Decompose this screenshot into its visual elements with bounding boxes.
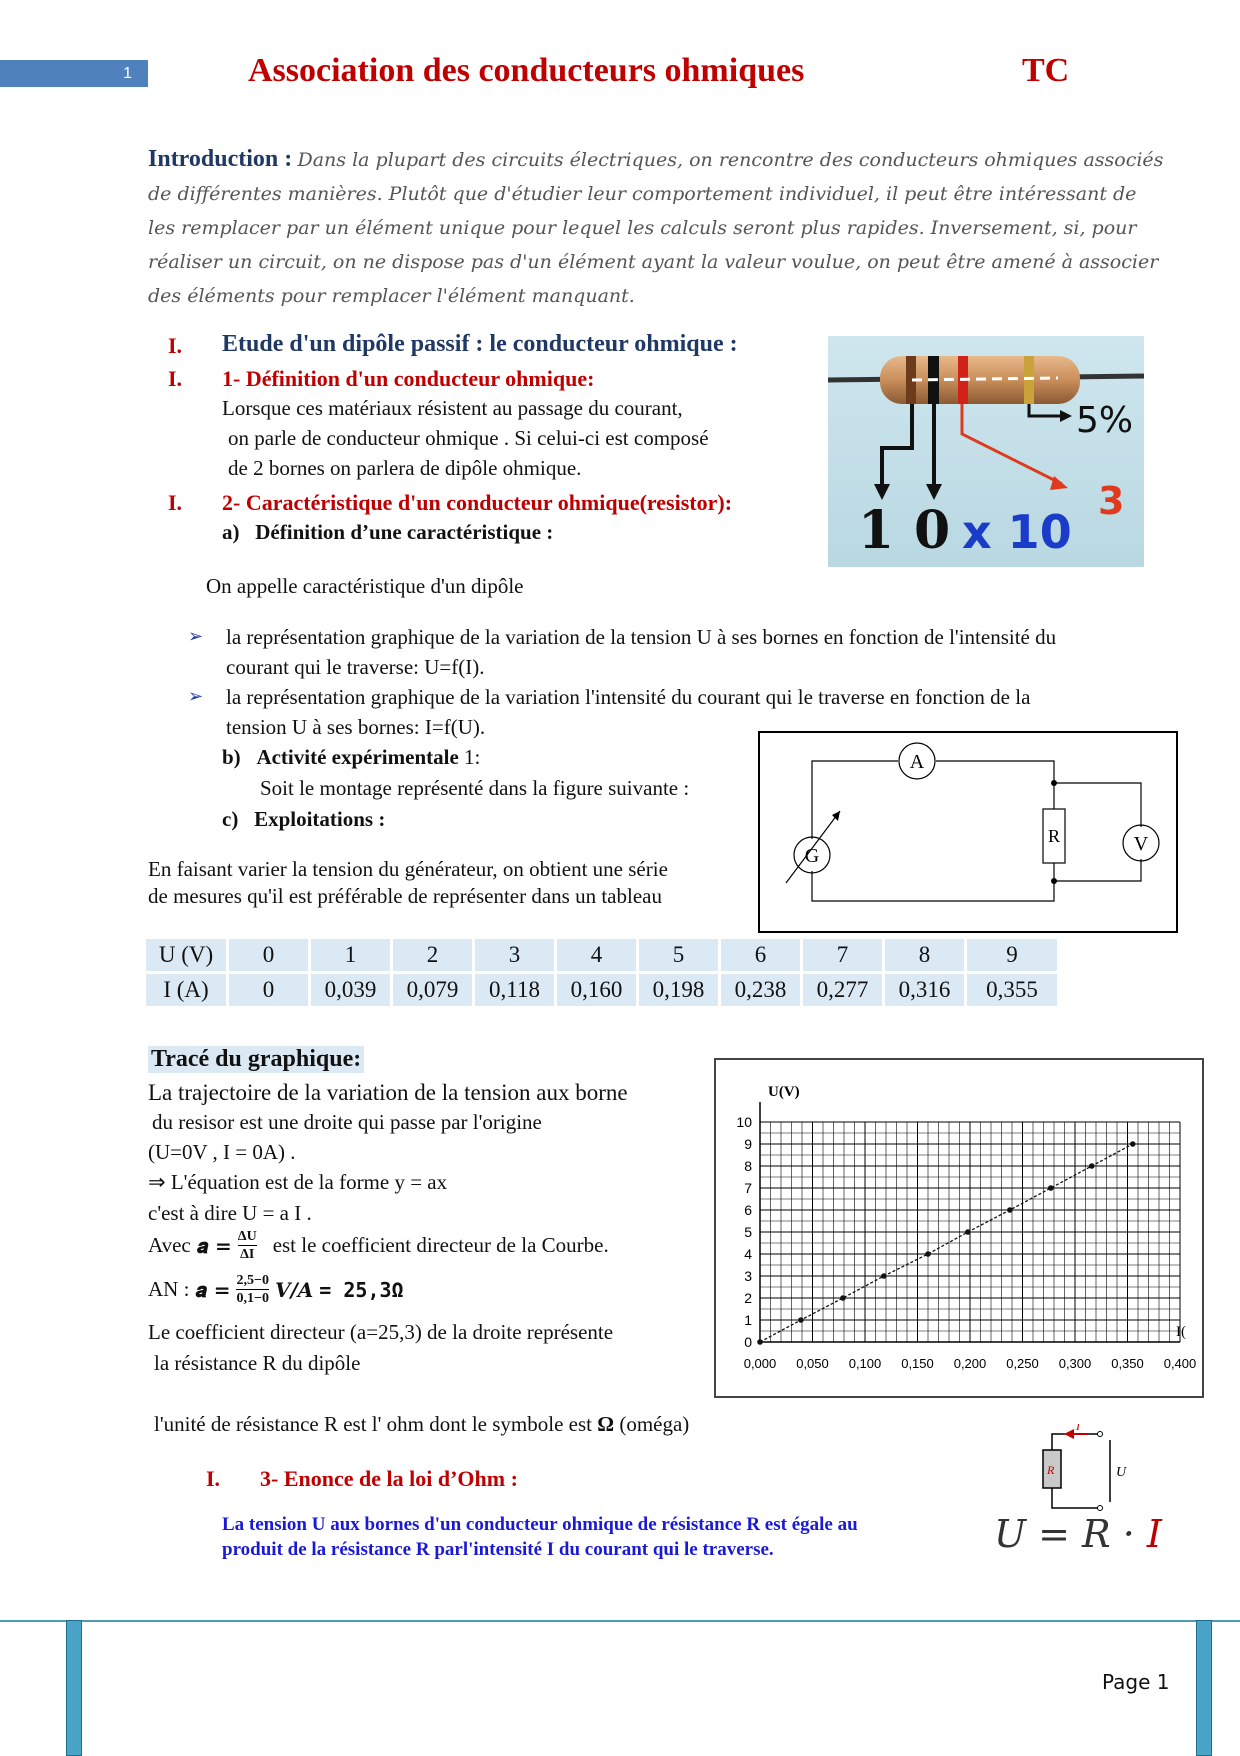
formula-text: est le coefficient directeur de la Courbe. bbox=[272, 1233, 609, 1257]
page-footer-number: Page 1 bbox=[1102, 1670, 1170, 1694]
section-1-title: Etude d'un dipôle passif : le conducteur ohmique : bbox=[222, 331, 738, 357]
digit-2: 0 bbox=[914, 500, 951, 561]
section-1-2-title: 2- Caractéristique d'un conducteur ohmique(resistor): bbox=[222, 490, 733, 515]
y-tick-label: 4 bbox=[744, 1246, 752, 1262]
formula-symbol: 𝒂 = bbox=[195, 1277, 231, 1302]
trace-line: ⇒ L'équation est de la forme y = ax bbox=[148, 1170, 448, 1194]
y-tick-label: 7 bbox=[744, 1180, 752, 1196]
table-cell: 0,355 bbox=[966, 973, 1059, 1008]
formula-u: U bbox=[994, 1512, 1027, 1556]
unit-line bbox=[154, 1412, 689, 1437]
intro-label: Introduction : bbox=[148, 146, 293, 172]
digit-1: 1 bbox=[858, 500, 895, 561]
formula-eq: = R · bbox=[1038, 1512, 1135, 1556]
y-tick-label: 8 bbox=[744, 1158, 752, 1174]
measure-line: de mesures qu'il est préférable de représenter dans un tableau bbox=[148, 884, 662, 908]
application-formula bbox=[148, 1272, 404, 1307]
ohm-law-line: La tension U aux bornes d'un conducteur ohmique de résistance R est égale au bbox=[222, 1514, 858, 1535]
fraction-numerator: ΔU bbox=[237, 1229, 257, 1244]
arrow-bullet-icon: ➢ bbox=[188, 686, 204, 706]
x-tick-label: 0,100 bbox=[848, 1356, 882, 1371]
x-tick-label: 0,250 bbox=[1006, 1356, 1039, 1371]
roman-numeral: I. bbox=[168, 366, 183, 391]
bullet-item bbox=[226, 622, 1056, 682]
fraction bbox=[238, 1228, 257, 1263]
ohm-law-statement bbox=[222, 1512, 858, 1562]
page-number-badge: 1 bbox=[0, 60, 148, 87]
formula-unit: V/A bbox=[274, 1277, 314, 1302]
resistor-label: R bbox=[1047, 1463, 1055, 1477]
formula-result: = 25,3Ω bbox=[319, 1277, 404, 1302]
tolerance-label: 5% bbox=[1076, 400, 1134, 441]
introduction bbox=[148, 143, 1168, 313]
table-cell: 0,079 bbox=[392, 973, 474, 1008]
table-cell: 0 bbox=[228, 938, 310, 973]
graph-section-title: Tracé du graphique: bbox=[148, 1046, 364, 1073]
definition-line: Lorsque ces matériaux résistent au passage du courant, bbox=[222, 396, 683, 420]
y-axis-label: U(V) bbox=[768, 1084, 800, 1100]
omega-symbol: Ω bbox=[597, 1412, 615, 1436]
definition-line: de 2 bornes on parlera de dipôle ohmique. bbox=[228, 456, 582, 480]
y-tick-label: 3 bbox=[744, 1268, 752, 1284]
x-tick-label: 0,150 bbox=[901, 1356, 934, 1371]
circuit-diagram bbox=[758, 731, 1178, 933]
x-tick-label: 0,050 bbox=[796, 1356, 829, 1371]
bullet-text: courant qui le traverse: U=f(I). bbox=[226, 655, 485, 679]
fraction-numerator: 2,5−0 bbox=[236, 1273, 269, 1288]
roman-numeral: I. bbox=[206, 1466, 221, 1491]
data-point bbox=[1089, 1163, 1095, 1169]
footer-pillar-right bbox=[1196, 1620, 1212, 1756]
y-tick-label: 6 bbox=[744, 1202, 752, 1218]
ammeter-label: A bbox=[909, 751, 925, 773]
y-tick-label: 10 bbox=[736, 1114, 752, 1130]
trace-line: Le coefficient directeur (a=25,3) de la droite représente bbox=[148, 1320, 614, 1344]
bullet-text: la représentation graphique de la variation l'intensité du courant qui le traverse en fonction de la bbox=[226, 685, 1031, 709]
intro-text: Dans la plupart des circuits électriques, on rencontre des conducteurs ohmiques associés de différentes manières. Plutôt que d'étudier leur comportement individuel, il peut être intéressant de les remplacer par un élément unique pour lequel les calculs seront plus rapides. Inversement, si, pour réaliser un circuit, on ne dispose pas d'un élément ayant la valeur voulue, on peut être amené à associer des éléments pour remplacer l'élément manquant. bbox=[148, 149, 1164, 307]
table-cell: 2 bbox=[392, 938, 474, 973]
list-marker: a) bbox=[222, 520, 240, 544]
data-point bbox=[881, 1273, 887, 1279]
subsection-b-title: Activité expérimentale bbox=[256, 745, 459, 769]
table-row bbox=[145, 973, 1059, 1008]
y-tick-label: 1 bbox=[744, 1312, 752, 1328]
table-cell: 1 bbox=[310, 938, 392, 973]
trace-line: La trajectoire de la variation de la tension aux borne bbox=[148, 1080, 628, 1105]
subsection-b bbox=[222, 745, 480, 770]
voltage-label: U bbox=[1116, 1465, 1127, 1480]
ui-chart-svg bbox=[716, 1060, 1202, 1396]
multiplier: x 10 bbox=[962, 505, 1072, 559]
bullet-text: la représentation graphique de la variation de la tension U à ses bornes en fonction de l'intensité du bbox=[226, 625, 1057, 649]
table-cell: 4 bbox=[556, 938, 638, 973]
ohm-law-diagram bbox=[1034, 1424, 1144, 1524]
subsection-a bbox=[222, 520, 553, 545]
resistor-photo bbox=[828, 336, 1144, 567]
voltmeter-label: V bbox=[1133, 833, 1149, 855]
table-cell: 0,238 bbox=[720, 973, 802, 1008]
table-cell: 0 bbox=[228, 973, 310, 1008]
y-tick-label: 9 bbox=[744, 1136, 752, 1152]
formula-text: AN : bbox=[148, 1277, 190, 1301]
page-title: Association des conducteurs ohmiques bbox=[248, 52, 805, 89]
x-tick-label: 0,400 bbox=[1163, 1356, 1197, 1371]
footer-pillar-left bbox=[66, 1620, 82, 1756]
section-1-3-title: 3- Enonce de la loi d’Ohm : bbox=[260, 1466, 518, 1491]
roman-numeral: I. bbox=[168, 490, 183, 515]
exponent: 3 bbox=[1098, 479, 1125, 523]
table-cell: 0,316 bbox=[884, 973, 966, 1008]
data-point bbox=[1130, 1141, 1136, 1147]
y-tick-label: 2 bbox=[744, 1290, 752, 1306]
fraction bbox=[236, 1272, 268, 1307]
trace-line: la résistance R du dipôle bbox=[154, 1351, 361, 1375]
data-point bbox=[798, 1317, 804, 1323]
x-tick-label: 0,300 bbox=[1058, 1356, 1092, 1371]
current-label: I bbox=[1076, 1424, 1080, 1433]
table-cell: 0,160 bbox=[556, 973, 638, 1008]
table-cell: 0,198 bbox=[638, 973, 720, 1008]
trace-line: (U=0V , I = 0A) . bbox=[148, 1140, 296, 1164]
data-point bbox=[925, 1251, 931, 1257]
footer-divider bbox=[0, 1620, 1240, 1622]
slope-formula bbox=[148, 1228, 609, 1263]
data-point bbox=[757, 1339, 763, 1345]
data-point bbox=[840, 1295, 846, 1301]
definition-line: on parle de conducteur ohmique . Si celui-ci est composé bbox=[228, 426, 709, 450]
x-tick-label: 0,350 bbox=[1111, 1356, 1144, 1371]
section-1-1-title: 1- Définition d'un conducteur ohmique: bbox=[222, 366, 595, 391]
table-cell: 3 bbox=[474, 938, 556, 973]
measurement-table bbox=[143, 936, 1060, 1009]
formula-symbol: 𝒂 = bbox=[196, 1233, 232, 1258]
trace-line: du resisor est une droite qui passe par l'origine bbox=[152, 1110, 542, 1134]
data-point bbox=[1007, 1207, 1013, 1213]
table-cell: 0,039 bbox=[310, 973, 392, 1008]
table-cell: 5 bbox=[638, 938, 720, 973]
formula-i: I bbox=[1146, 1512, 1162, 1556]
table-cell: 0,277 bbox=[802, 973, 884, 1008]
table-cell: 8 bbox=[884, 938, 966, 973]
fraction-denominator: ΔI bbox=[240, 1247, 255, 1262]
definition-intro: On appelle caractéristique d'un dipôle bbox=[206, 574, 524, 598]
y-tick-label: 5 bbox=[744, 1224, 752, 1240]
roman-numeral: I. bbox=[168, 333, 183, 358]
table-row bbox=[145, 938, 1059, 973]
level-label: TC bbox=[1022, 52, 1070, 89]
subsection-c bbox=[222, 807, 385, 832]
subsection-a-title: Définition d’une caractéristique : bbox=[255, 520, 554, 544]
table-cell: 9 bbox=[966, 938, 1059, 973]
table-cell: I (A) bbox=[145, 973, 228, 1008]
table-cell: 0,118 bbox=[474, 973, 556, 1008]
table-cell: 6 bbox=[720, 938, 802, 973]
fraction-denominator: 0,1−0 bbox=[236, 1291, 269, 1306]
list-marker: c) bbox=[222, 807, 239, 831]
measure-line: En faisant varier la tension du générateur, on obtient une série bbox=[148, 857, 668, 881]
formula-text: Avec bbox=[148, 1233, 191, 1257]
y-tick-label: 0 bbox=[744, 1334, 752, 1350]
data-point bbox=[965, 1229, 971, 1235]
bullet-text: tension U à ses bornes: I=f(U). bbox=[226, 715, 486, 739]
list-marker: b) bbox=[222, 745, 241, 769]
unit-text: l'unité de résistance R est l' ohm dont le symbole est bbox=[154, 1412, 592, 1436]
activity-number: 1: bbox=[464, 745, 481, 769]
x-axis-label: I( bbox=[1176, 1324, 1186, 1340]
generator-label: G bbox=[804, 845, 820, 867]
omega-name: (oméga) bbox=[619, 1412, 690, 1436]
ohm-formula bbox=[994, 1512, 1162, 1556]
data-point bbox=[1048, 1185, 1054, 1191]
activity-text: Soit le montage représenté dans la figure suivante : bbox=[260, 776, 690, 800]
x-tick-label: 0,200 bbox=[953, 1356, 987, 1371]
table-cell: U (V) bbox=[145, 938, 228, 973]
subsection-c-title: Exploitations : bbox=[254, 807, 386, 831]
resistor-label: R bbox=[1047, 826, 1061, 846]
ui-chart bbox=[714, 1058, 1204, 1398]
arrow-bullet-icon: ➢ bbox=[188, 626, 204, 646]
x-tick-label: 0,000 bbox=[743, 1356, 777, 1371]
ohm-law-line: produit de la résistance R parl'intensité I du courant qui le traverse. bbox=[222, 1539, 774, 1560]
trace-line: c'est à dire U = a I . bbox=[148, 1201, 312, 1225]
table-cell: 7 bbox=[802, 938, 884, 973]
